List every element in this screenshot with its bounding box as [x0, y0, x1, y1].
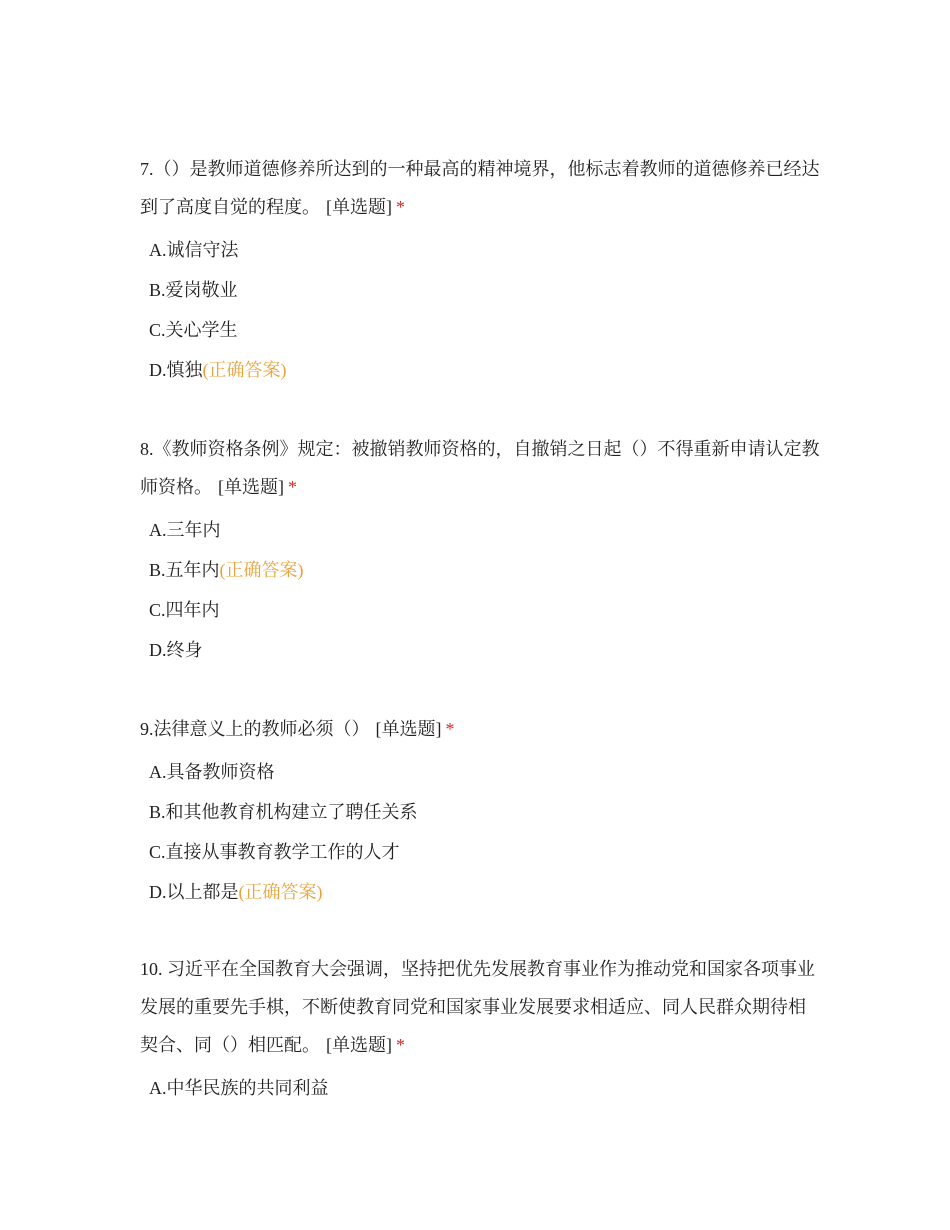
question-text: 8.《教师资格条例》规定：被撤销教师资格的，自撤销之日起（）不得重新申请认定教师资格。: [140, 439, 820, 497]
option-text: B.五年内: [149, 560, 220, 580]
option-list: [140, 752, 455, 912]
option-d[interactable]: [149, 872, 455, 912]
option-text: A.具备教师资格: [149, 762, 275, 782]
option-list: [140, 510, 820, 670]
option-text: A.三年内: [149, 520, 221, 540]
required-marker: *: [396, 197, 405, 217]
question-8: [140, 430, 820, 670]
question-type-label: [单选题]: [375, 719, 442, 739]
option-text: A.中华民族的共同利益: [149, 1078, 329, 1098]
option-list: [140, 1068, 820, 1108]
question-text: 9.法律意义上的教师必须（）: [140, 719, 370, 739]
required-marker: *: [445, 719, 455, 739]
option-d[interactable]: [149, 350, 820, 390]
correct-answer-label: (正确答案): [219, 560, 304, 580]
option-text: C.四年内: [149, 600, 220, 620]
question-type-label: [单选题]: [218, 477, 284, 497]
option-text: D.以上都是: [149, 882, 239, 902]
option-text: D.终身: [149, 640, 203, 660]
correct-answer-label: (正确答案): [202, 360, 287, 380]
option-c[interactable]: [149, 832, 455, 872]
option-b[interactable]: [149, 270, 820, 310]
option-a[interactable]: [149, 752, 455, 792]
correct-answer-label: (正确答案): [238, 882, 323, 902]
option-text: C.关心学生: [149, 320, 238, 340]
option-b[interactable]: [149, 550, 820, 590]
option-text: B.爱岗敬业: [149, 280, 238, 300]
option-text: A.诚信守法: [149, 240, 239, 260]
option-a[interactable]: [149, 510, 820, 550]
option-a[interactable]: [149, 230, 820, 270]
option-a[interactable]: [149, 1068, 820, 1108]
question-9: [140, 710, 455, 912]
option-text: C.直接从事教育教学工作的人才: [149, 842, 400, 862]
question-title: [140, 430, 820, 506]
question-title: [140, 150, 820, 226]
question-title: [140, 710, 455, 748]
question-title: [140, 950, 820, 1064]
option-c[interactable]: [149, 590, 820, 630]
question-type-label: [单选题]: [326, 197, 392, 217]
question-type-label: [单选题]: [326, 1035, 392, 1055]
question-text: 10. 习近平在全国教育大会强调，坚持把优先发展教育事业作为推动党和国家各项事业发展的重要先手棋，不断使教育同党和国家事业发展要求相适应、同人民群众期待相契合、同（）相匹配。: [140, 959, 815, 1055]
option-d[interactable]: [149, 630, 820, 670]
required-marker: *: [396, 1035, 405, 1055]
option-c[interactable]: [149, 310, 820, 350]
option-list: [140, 230, 820, 390]
required-marker: *: [288, 477, 297, 497]
question-10: [140, 950, 820, 1108]
question-text: 7.（）是教师道德修养所达到的一种最高的精神境界，他标志着教师的道德修养已经达到了高度自觉的程度。: [140, 159, 820, 217]
option-text: D.慎独: [149, 360, 203, 380]
question-7: [140, 150, 820, 390]
option-b[interactable]: [149, 792, 455, 832]
option-text: B.和其他教育机构建立了聘任关系: [149, 802, 418, 822]
